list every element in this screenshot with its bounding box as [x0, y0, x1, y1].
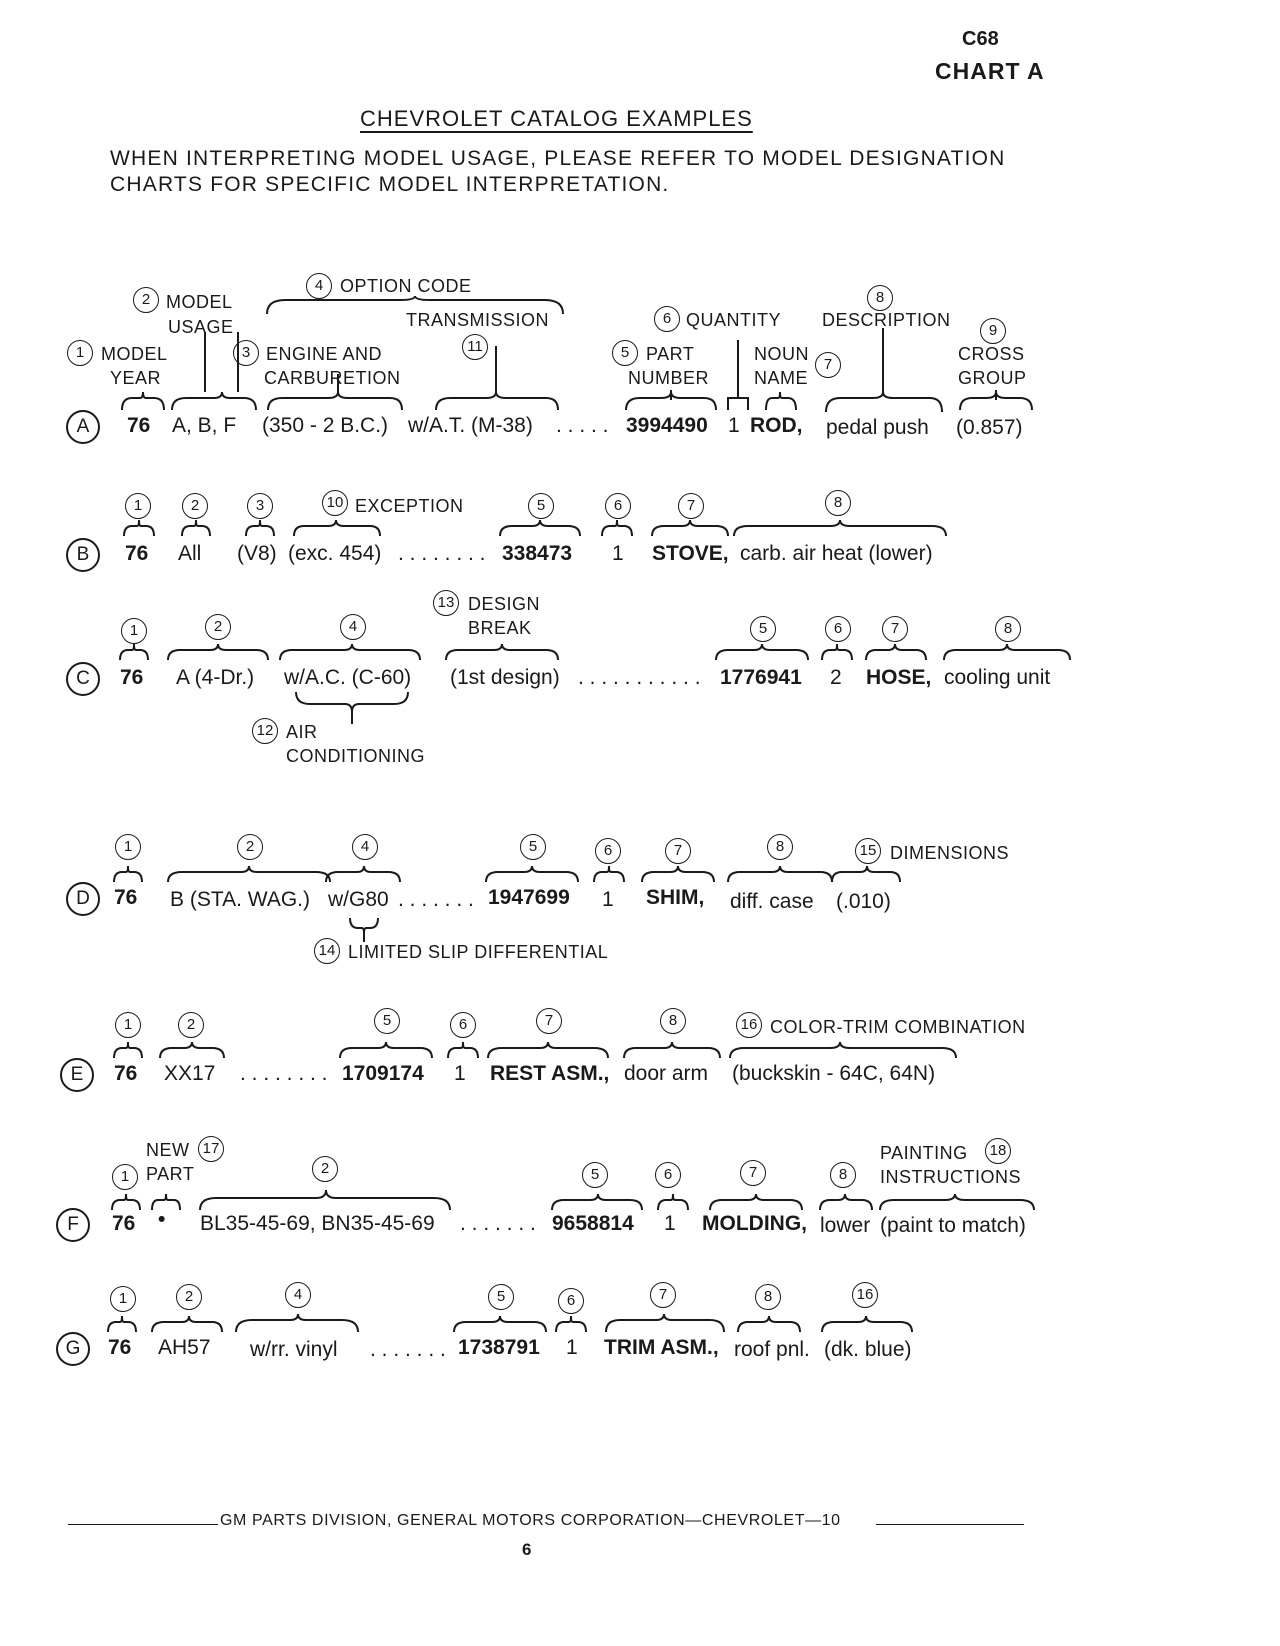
callout-2: 2	[178, 1012, 204, 1038]
callout-2: 2	[176, 1284, 202, 1310]
label-quantity: QUANTITY	[686, 310, 782, 330]
row-a-transmission: w/A.T. (M-38)	[408, 414, 533, 437]
label-part-number-2: NUMBER	[628, 368, 710, 388]
row-b-exception: (exc. 454)	[288, 542, 382, 565]
row-d-qty: 1	[602, 888, 614, 911]
callout-13: 13	[433, 590, 459, 616]
callout-16: 16	[736, 1012, 762, 1038]
row-g-noun: TRIM ASM.,	[604, 1336, 719, 1359]
row-c-qty: 2	[830, 666, 842, 689]
label-part: PART	[146, 1164, 195, 1184]
row-letter-e: E	[60, 1058, 94, 1092]
row-b-engine: (V8)	[237, 542, 277, 565]
row-f-part: 9658814	[552, 1212, 634, 1235]
label-air-2: CONDITIONING	[286, 746, 425, 766]
callout-2: 2	[182, 493, 208, 519]
callout-1: 1	[115, 834, 141, 860]
row-g-option: w/rr. vinyl	[250, 1338, 338, 1361]
label-noun-name-1: NOUN	[754, 344, 809, 364]
row-e-desc: door arm	[624, 1062, 709, 1085]
row-g-year: 76	[108, 1336, 132, 1359]
row-letter-d: D	[66, 882, 100, 916]
callout-8: 8	[995, 616, 1021, 642]
row-b-usage: All	[178, 542, 202, 565]
row-a-year: 76	[127, 414, 151, 437]
row-c-noun: HOSE,	[866, 666, 932, 689]
label-dimensions: DIMENSIONS	[890, 843, 1010, 863]
callout-17: 17	[198, 1136, 224, 1162]
label-model-year-2: YEAR	[110, 368, 162, 388]
row-d-noun: SHIM,	[646, 886, 705, 909]
row-d-year: 76	[114, 886, 138, 909]
row-d-usage: B (STA. WAG.)	[170, 888, 310, 911]
row-g-usage: AH57	[158, 1336, 211, 1359]
callout-5: 5	[374, 1008, 400, 1034]
row-f-year: 76	[112, 1212, 136, 1235]
callout-6: 6	[450, 1012, 476, 1038]
callout-7: 7	[815, 352, 841, 378]
callout-6: 6	[558, 1288, 584, 1314]
label-air-1: AIR	[286, 722, 318, 742]
row-letter-a: A	[66, 410, 100, 444]
row-f-noun: MOLDING,	[702, 1212, 807, 1235]
callout-7: 7	[536, 1008, 562, 1034]
page-title: CHEVROLET CATALOG EXAMPLES	[360, 106, 753, 131]
label-limited-slip: LIMITED SLIP DIFFERENTIAL	[348, 942, 609, 962]
label-model-year-1: MODEL	[101, 344, 168, 364]
row-b-desc: carb. air heat (lower)	[740, 542, 933, 565]
row-f-desc: lower	[820, 1214, 871, 1237]
callout-14: 14	[314, 938, 340, 964]
row-letter-b: B	[66, 538, 100, 572]
callout-6: 6	[654, 306, 680, 332]
label-model: MODEL	[166, 292, 233, 312]
row-c-design: (1st design)	[450, 666, 560, 689]
callout-15: 15	[855, 838, 881, 864]
callout-6: 6	[605, 493, 631, 519]
callout-8: 8	[767, 834, 793, 860]
row-e-year: 76	[114, 1062, 138, 1085]
row-e-dots: . . . . . . . .	[240, 1062, 328, 1085]
callout-1: 1	[67, 340, 93, 366]
callout-5: 5	[488, 1284, 514, 1310]
callout-11: 11	[462, 334, 488, 360]
callout-6: 6	[595, 838, 621, 864]
row-b-dots: . . . . . . . .	[398, 542, 486, 565]
label-engine-1: ENGINE AND	[266, 344, 383, 364]
row-a-part: 3994490	[626, 414, 708, 437]
callout-7: 7	[882, 616, 908, 642]
chart-code: C68	[962, 28, 999, 50]
callout-7: 7	[740, 1160, 766, 1186]
footer-rule-left	[68, 1524, 218, 1525]
callout-2: 2	[205, 614, 231, 640]
row-a-engine: (350 - 2 B.C.)	[262, 414, 389, 437]
footer-text: GM PARTS DIVISION, GENERAL MOTORS CORPORATION—CHEVROLET—10	[220, 1512, 841, 1529]
callout-5: 5	[520, 834, 546, 860]
intro-line-1: WHEN INTERPRETING MODEL USAGE, PLEASE REFER TO MODEL DESIGNATION	[110, 147, 1006, 170]
row-e-color: (buckskin - 64C, 64N)	[732, 1062, 936, 1085]
callout-12: 12	[252, 718, 278, 744]
label-description: DESCRIPTION	[822, 310, 951, 330]
callout-5: 5	[612, 340, 638, 366]
row-c-part: 1776941	[720, 666, 802, 689]
callout-8: 8	[755, 1284, 781, 1310]
row-f-usage: BL35-45-69, BN35-45-69	[200, 1212, 435, 1235]
label-transmission: TRANSMISSION	[406, 310, 550, 330]
footer-rule-right	[876, 1524, 1024, 1525]
chart-label: CHART A	[935, 58, 1045, 84]
callout-2: 2	[237, 834, 263, 860]
label-noun-name-2: NAME	[754, 368, 809, 388]
row-b-year: 76	[125, 542, 149, 565]
row-b-qty: 1	[612, 542, 624, 565]
row-d-option: w/G80	[328, 888, 389, 911]
page-number: 6	[522, 1540, 532, 1559]
row-e-usage: XX17	[164, 1062, 216, 1085]
label-exception: EXCEPTION	[355, 496, 464, 516]
callout-5: 5	[528, 493, 554, 519]
label-cross-group-1: CROSS	[958, 344, 1025, 364]
row-a-dots: . . . . .	[556, 414, 609, 437]
callout-1: 1	[125, 493, 151, 519]
row-c-dots: . . . . . . . . . . .	[578, 666, 701, 689]
callout-1: 1	[121, 618, 147, 644]
row-a-desc: pedal push	[826, 416, 929, 439]
intro-line-2: CHARTS FOR SPECIFIC MODEL INTERPRETATION.	[110, 173, 670, 196]
row-letter-g: G	[56, 1332, 90, 1366]
row-c-option: w/A.C. (C-60)	[284, 666, 412, 689]
row-d-dim: (.010)	[836, 890, 891, 913]
label-usage: USAGE	[168, 317, 234, 337]
label-color-trim: COLOR-TRIM COMBINATION	[770, 1017, 1026, 1037]
callout-7: 7	[650, 1282, 676, 1308]
new-part-bullet: •	[158, 1208, 166, 1231]
row-d-dots: . . . . . . .	[398, 888, 474, 911]
row-f-qty: 1	[664, 1212, 676, 1235]
row-e-qty: 1	[454, 1062, 466, 1085]
row-a-qty: 1	[728, 414, 740, 437]
row-g-part: 1738791	[458, 1336, 540, 1359]
label-cross-group-2: GROUP	[958, 368, 1027, 388]
callout-16: 16	[852, 1282, 878, 1308]
row-b-noun: STOVE,	[652, 542, 729, 565]
callout-8: 8	[867, 285, 893, 311]
row-g-color: (dk. blue)	[824, 1338, 912, 1361]
callout-3: 3	[233, 340, 259, 366]
row-e-noun: REST ASM.,	[490, 1062, 610, 1085]
row-d-desc: diff. case	[730, 890, 814, 913]
callout-5: 5	[750, 616, 776, 642]
callout-1: 1	[112, 1164, 138, 1190]
label-new: NEW	[146, 1140, 190, 1160]
label-part-number-1: PART	[646, 344, 695, 364]
callout-1: 1	[110, 1286, 136, 1312]
row-f-dots: . . . . . . .	[460, 1212, 536, 1235]
label-option-code: OPTION CODE	[340, 276, 472, 296]
callout-10: 10	[322, 490, 348, 516]
row-a-cross: (0.857)	[956, 416, 1023, 439]
row-g-qty: 1	[566, 1336, 578, 1359]
callout-2: 2	[133, 287, 159, 313]
row-a-usage: A, B, F	[172, 414, 237, 437]
row-c-year: 76	[120, 666, 144, 689]
callout-4: 4	[352, 834, 378, 860]
callout-6: 6	[825, 616, 851, 642]
row-b-part: 338473	[502, 542, 573, 565]
row-letter-c: C	[66, 662, 100, 696]
callout-4: 4	[285, 1282, 311, 1308]
callout-7: 7	[665, 838, 691, 864]
callout-7: 7	[678, 493, 704, 519]
callout-8: 8	[830, 1162, 856, 1188]
row-c-usage: A (4-Dr.)	[176, 666, 255, 689]
callout-8: 8	[825, 490, 851, 516]
row-c-desc: cooling unit	[944, 666, 1051, 689]
label-painting-1: PAINTING	[880, 1143, 968, 1163]
row-d-part: 1947699	[488, 886, 570, 909]
row-a-noun: ROD,	[750, 414, 803, 437]
callout-6: 6	[655, 1162, 681, 1188]
row-e-part: 1709174	[342, 1062, 424, 1085]
label-design-break-1: DESIGN	[468, 594, 541, 614]
callout-8: 8	[660, 1008, 686, 1034]
row-letter-f: F	[56, 1208, 90, 1242]
callout-4: 4	[306, 273, 332, 299]
label-design-break-2: BREAK	[468, 618, 532, 638]
row-f-paint: (paint to match)	[880, 1214, 1026, 1237]
label-engine-2: CARBURETION	[264, 368, 401, 388]
callout-18: 18	[985, 1138, 1011, 1164]
callout-2: 2	[312, 1156, 338, 1182]
callout-9: 9	[980, 318, 1006, 344]
row-g-desc: roof pnl.	[734, 1338, 810, 1361]
callout-4: 4	[340, 614, 366, 640]
callout-1: 1	[115, 1012, 141, 1038]
label-painting-2: INSTRUCTIONS	[880, 1167, 1021, 1187]
row-g-dots: . . . . . . .	[370, 1338, 446, 1361]
callout-5: 5	[582, 1162, 608, 1188]
callout-3: 3	[247, 493, 273, 519]
